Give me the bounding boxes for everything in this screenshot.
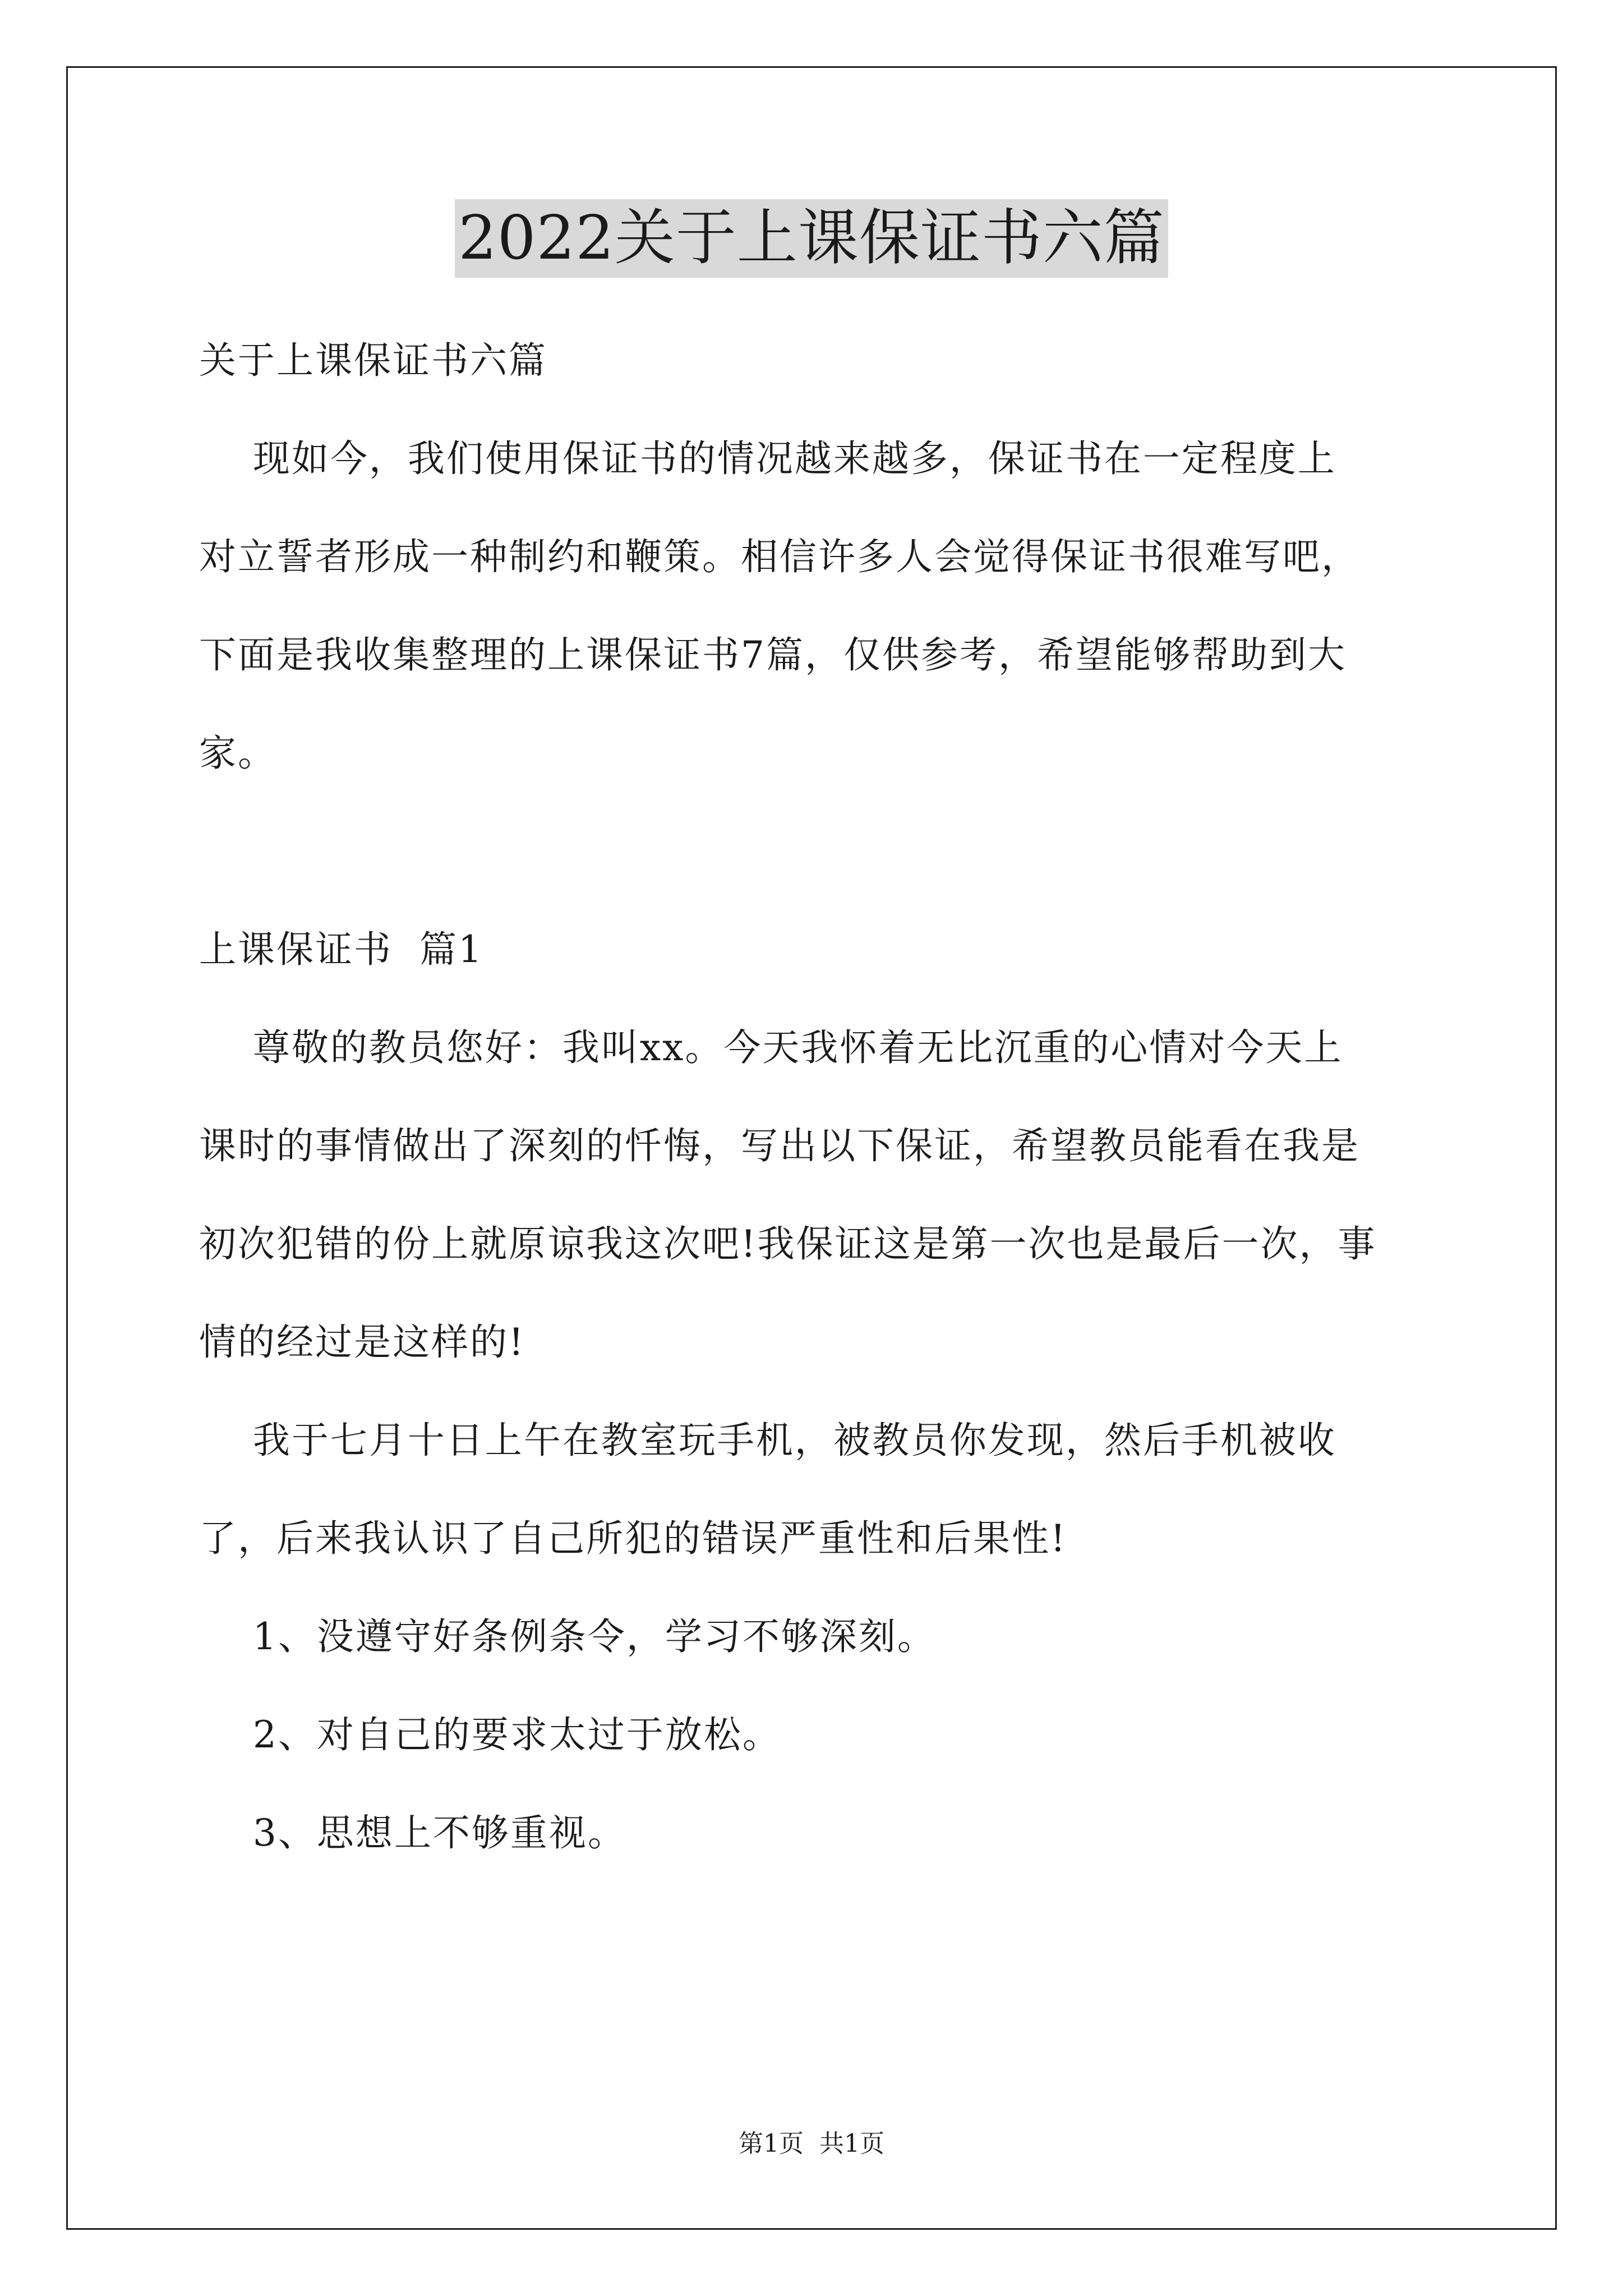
- page-number: 第1页: [739, 2129, 804, 2158]
- paragraph-gap: [199, 802, 1427, 900]
- body-line: 了，后来我认识了自己所犯的错误严重性和后果性!: [199, 1517, 1067, 1560]
- list-item: 3、思想上不够重视。: [199, 1811, 626, 1855]
- body-line: 尊敬的教员您好：我叫xx。今天我怀着无比沉重的心情对今天上: [199, 1026, 1343, 1069]
- intro-line: 现如今，我们使用保证书的情况越来越多，保证书在一定程度上: [199, 437, 1336, 480]
- body-line: 初次犯错的份上就原谅我这次吧!我保证这是第一次也是最后一次，事: [199, 1222, 1377, 1266]
- document-subtitle: 关于上课保证书六篇: [199, 339, 547, 382]
- document-title: 2022关于上课保证书六篇: [455, 199, 1168, 278]
- body-line: 情的经过是这样的!: [199, 1320, 525, 1364]
- intro-line: 对立誓者形成一种制约和鞭策。相信许多人会觉得保证书很难写吧，: [199, 535, 1360, 578]
- total-pages: 共1页: [819, 2129, 884, 2158]
- list-item: 2、对自己的要求太过于放松。: [199, 1713, 781, 1756]
- intro-line: 家。: [199, 731, 276, 775]
- body-line: 课时的事情做出了深刻的忏悔，写出以下保证，希望教员能看在我是: [199, 1124, 1360, 1167]
- list-item: 1、没遵守好条例条令，学习不够深刻。: [199, 1615, 936, 1658]
- title-area: [0, 199, 1623, 278]
- body-line: 我于七月十日上午在教室玩手机，被教员你发现，然后手机被收: [199, 1419, 1336, 1462]
- section-heading: 上课保证书 篇1: [199, 928, 483, 971]
- document-body: [199, 311, 1427, 1882]
- intro-line: 下面是我收集整理的上课保证书7篇，仅供参考，希望能够帮助到大: [199, 633, 1347, 677]
- page-footer: [0, 2127, 1623, 2161]
